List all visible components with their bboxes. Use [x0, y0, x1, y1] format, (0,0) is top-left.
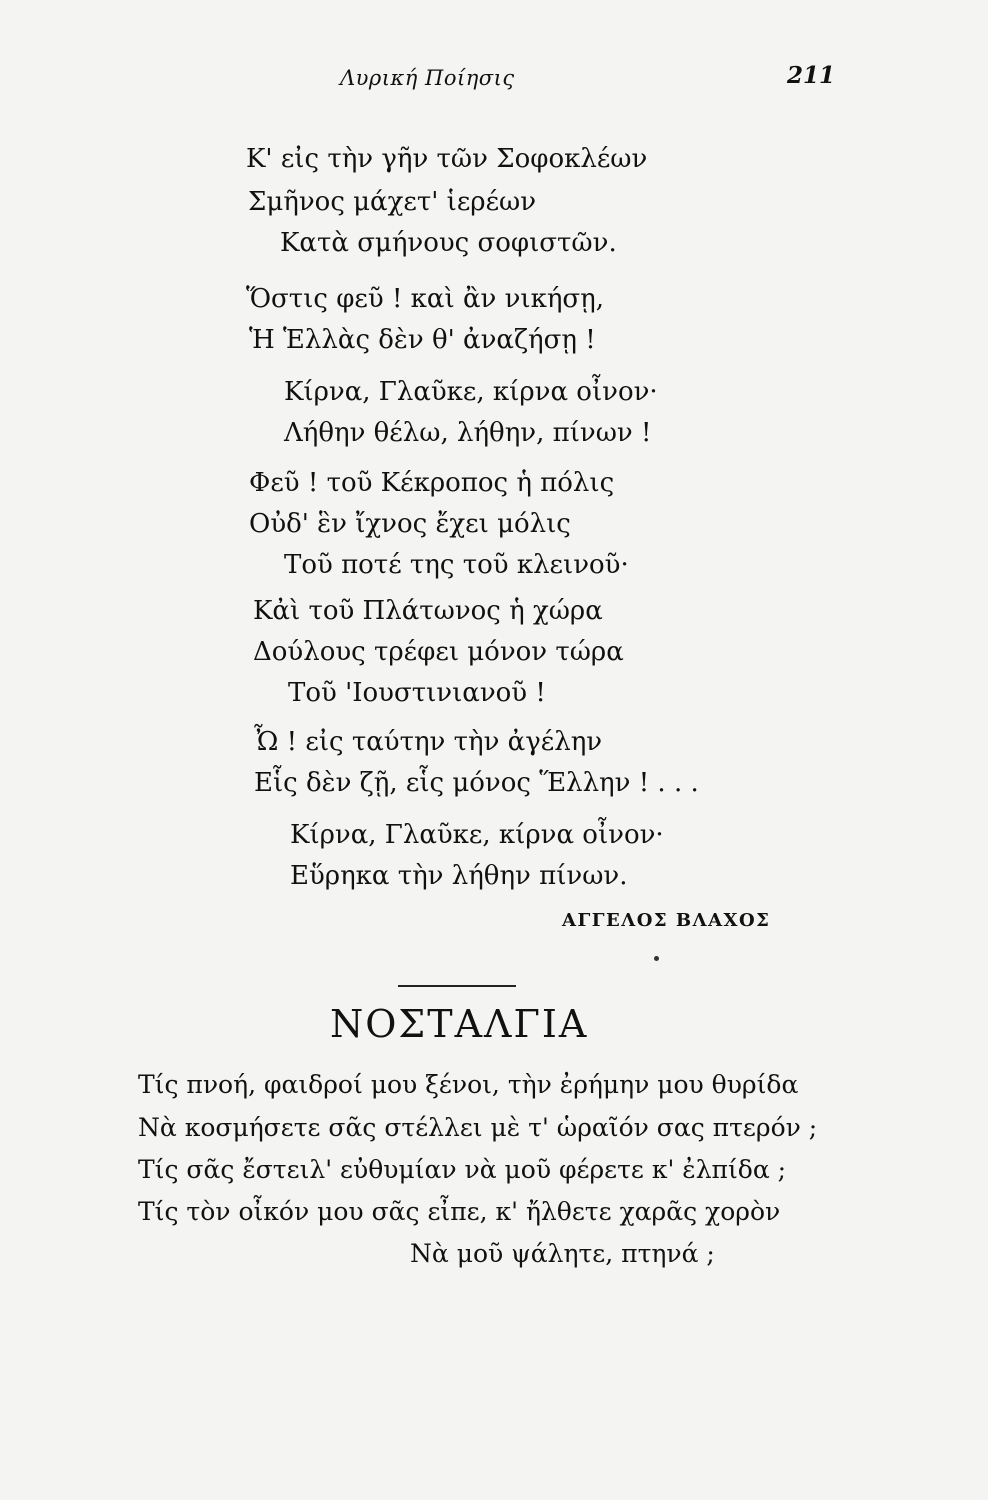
poem-line: Εἷς δὲν ζῇ, εἷς μόνος Ἕλλην ! . . .: [254, 768, 699, 798]
section-divider: [398, 985, 516, 987]
poem-line: Τίς πνοή, φαιδροί μου ξένοι, τὴν ἐρήμην μου θυρίδα: [138, 1070, 799, 1099]
poem-line: Τίς σᾶς ἔστειλ' εὐθυμίαν νὰ μοῦ φέρετε κ' ἐλπίδα ;: [138, 1155, 787, 1184]
running-title: Λυρική Ποίησις: [340, 66, 515, 90]
poem-line: Σμῆνος μάχετ' ἱερέων: [248, 187, 537, 217]
poem-line: Τοῦ ποτέ της τοῦ κλεινοῦ·: [284, 550, 629, 580]
poem-line: Οὐδ' ἓν ἴχνος ἔχει μόλις: [249, 509, 571, 539]
page-number: 211: [787, 62, 836, 89]
poem-line: Εὕρηκα τὴν λήθην πίνων.: [290, 861, 628, 891]
poem-line: Κ' εἰς τὴν γῆν τῶν Σοφοκλέων: [246, 144, 648, 174]
poem-line: Ὅστις φεῦ ! καὶ ἂν νικήσῃ,: [246, 284, 604, 314]
poem-line: Ἡ Ἑλλὰς δὲν θ' ἀναζήσῃ !: [249, 325, 596, 355]
print-speck: [654, 956, 659, 961]
poem-line: Ὦ ! εἰς ταύτην τὴν ἀγέλην: [254, 727, 603, 757]
poem-line: Τίς τὸν οἶκόν μου σᾶς εἶπε, κ' ἤλθετε χαρᾶς χορὸν: [138, 1197, 781, 1226]
poem-line: Δούλους τρέφει μόνον τώρα: [253, 637, 624, 667]
poem-line: Λήθην θέλω, λήθην, πίνων !: [284, 418, 652, 448]
poem-line: Κατὰ σμήνους σοφιστῶν.: [280, 228, 617, 258]
poem-line: Νὰ κοσμήσετε σᾶς στέλλει μὲ τ' ὡραῖόν σας πτερόν ;: [138, 1113, 818, 1142]
poem-line: Τοῦ 'Ιουστινιανοῦ !: [288, 678, 546, 708]
poem-author: ΑΓΓΕΛΟΣ ΒΛΑΧΟΣ: [562, 910, 771, 931]
poem-title: ΝΟΣΤΑΛΓΙΑ: [330, 1002, 589, 1046]
poem-line: Κίρνα, Γλαῦκε, κίρνα οἶνον·: [290, 820, 664, 850]
poem-line: Νὰ μοῦ ψάλητε, πτηνά ;: [410, 1239, 715, 1268]
poem-line: Φεῦ ! τοῦ Κέκροπος ἡ πόλις: [249, 468, 615, 498]
poem-line: Κἀὶ τοῦ Πλάτωνος ἡ χώρα: [253, 596, 603, 626]
poem-line: Κίρνα, Γλαῦκε, κίρνα οἶνον·: [284, 377, 658, 407]
